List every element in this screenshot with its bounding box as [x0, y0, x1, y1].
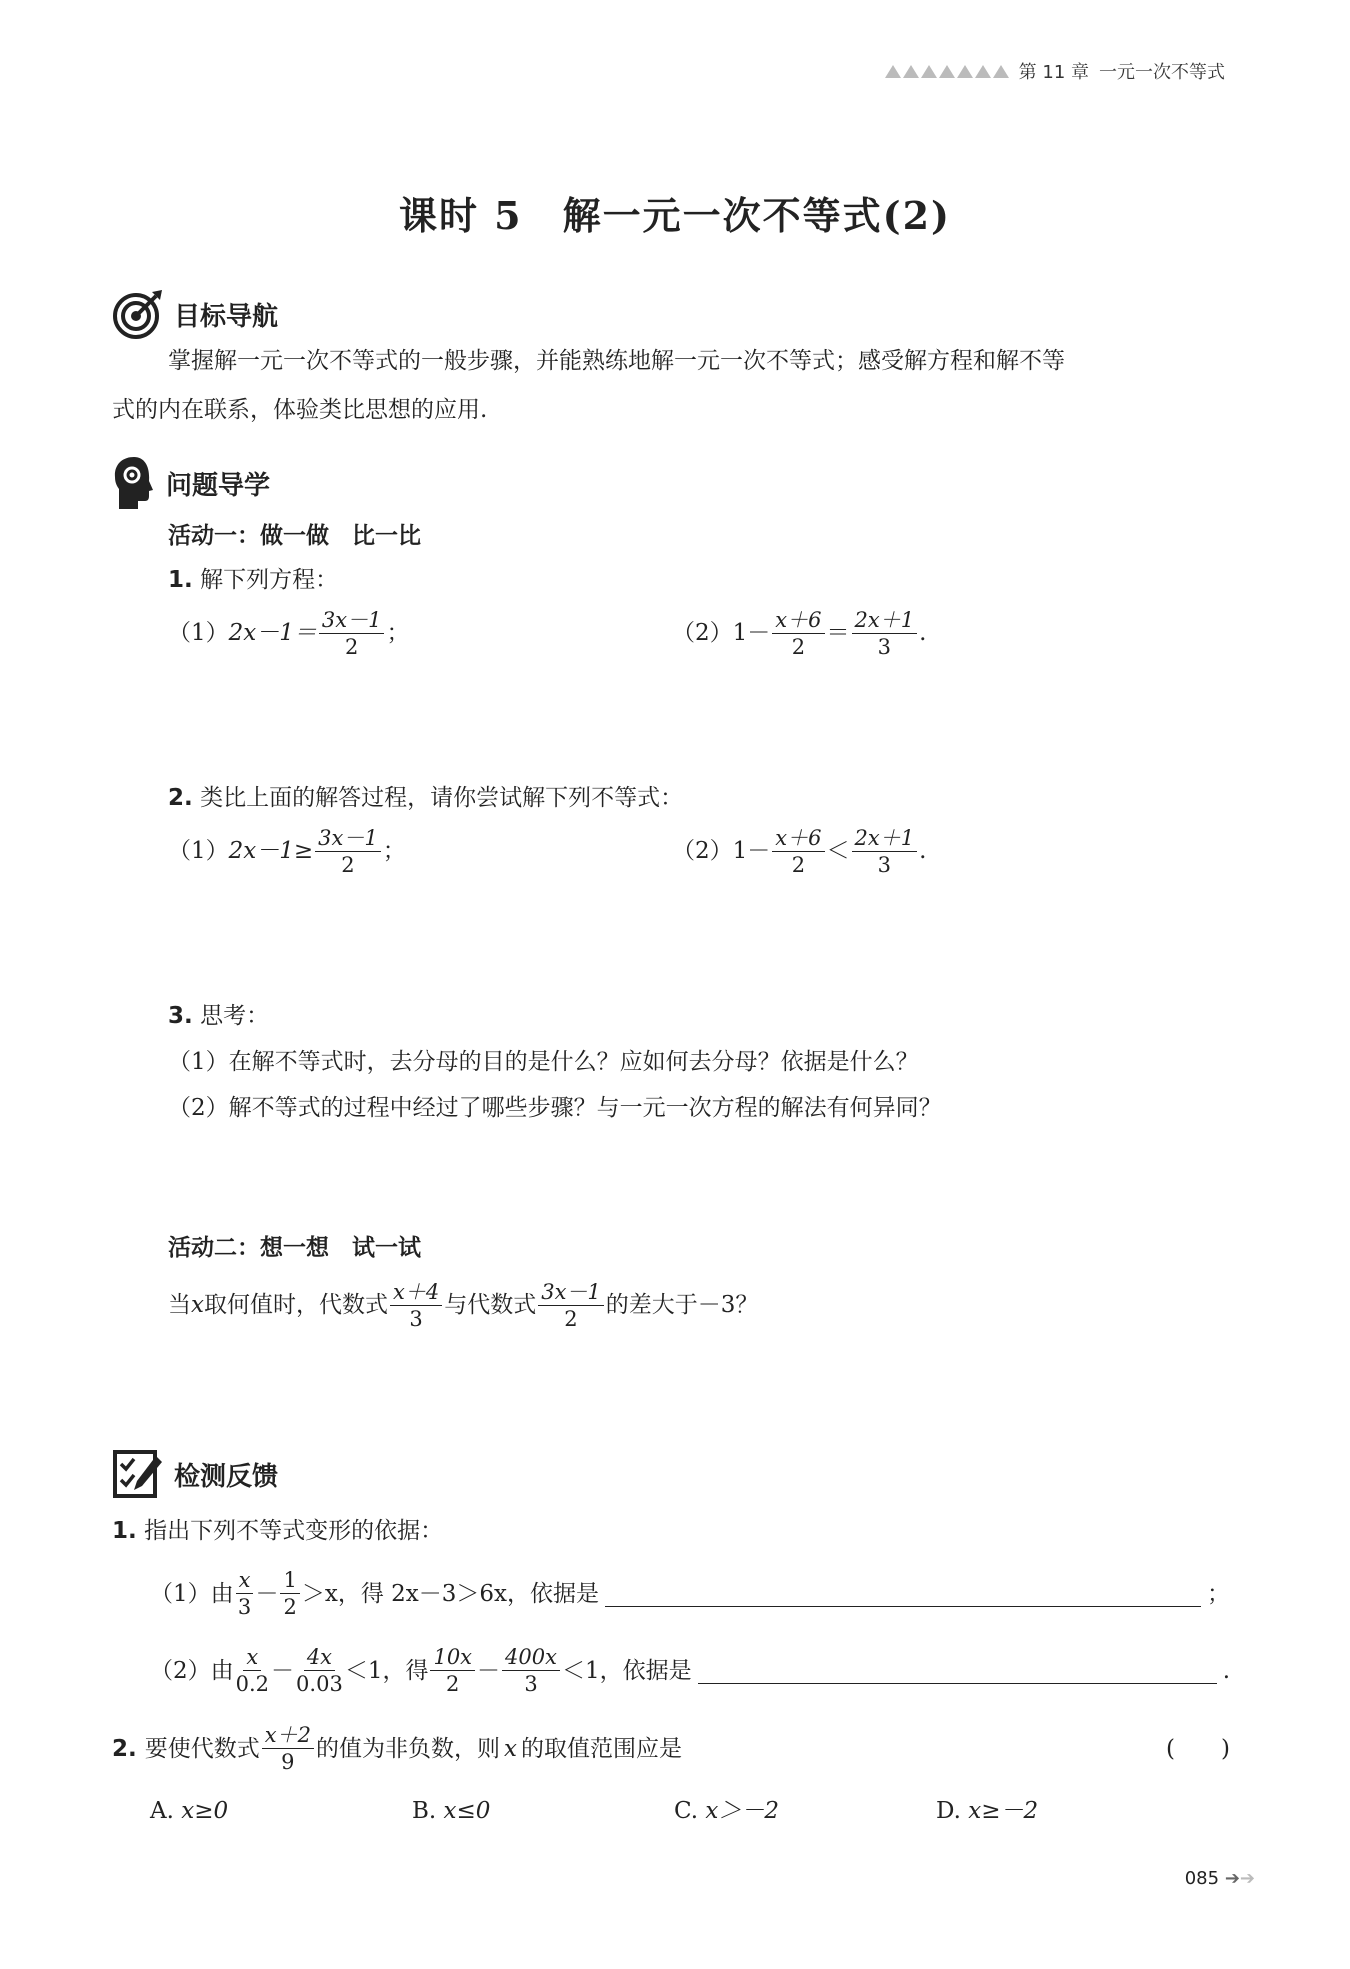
study-q2 — [168, 782, 683, 814]
option-d-label: D. — [936, 1798, 961, 1824]
a2-den2: 2 — [564, 1307, 578, 1331]
q1-2-den2: 3 — [877, 635, 891, 659]
activity2-question — [168, 1282, 758, 1330]
fq1-2-n1: x — [243, 1647, 261, 1671]
fq1-2-end: . — [1222, 1657, 1230, 1684]
fq1-1-n2: 1 — [280, 1570, 299, 1594]
fq1-2-label: （2）由 — [150, 1657, 234, 1684]
fq1-1-d2: 2 — [283, 1595, 297, 1619]
q1-2-end: . — [919, 620, 927, 646]
goal-heading: 目标导航 — [174, 301, 279, 332]
study-q2-number: 2. — [168, 785, 193, 811]
q2-1-expr: 2x－1≥ — [228, 838, 314, 864]
fq1-1-minus: － — [255, 1580, 279, 1607]
a2-fraction2 — [538, 1282, 604, 1330]
q1-1-expr: 2x－1＝ — [228, 620, 317, 646]
study-q3-part2: （2）解不等式的过程中经过了哪些步骤？与一元一次方程的解法有何异同？ — [168, 1095, 942, 1121]
feedback-heading: 检测反馈 — [174, 1461, 279, 1492]
q1-2-expr: 1－ — [732, 620, 771, 646]
page-header — [885, 58, 1225, 84]
fq2-den: 9 — [281, 1750, 295, 1774]
fq1-2-d2: 0.03 — [296, 1672, 343, 1696]
q1-2-fraction2 — [852, 610, 918, 658]
a2-text3: 与代数式 — [444, 1292, 537, 1318]
goal-text-line1: 掌握解一元一次不等式的一般步骤，并能熟练地解一元一次不等式；感受解方程和解不等 — [168, 348, 1065, 374]
goal-section-heading — [112, 288, 278, 340]
fq1-2-n3: 10x — [430, 1647, 475, 1671]
fq1-1-end: ； — [1207, 1580, 1230, 1607]
option-c-value: x＞－2 — [705, 1798, 780, 1824]
page-number-text: 085 — [1184, 1868, 1220, 1889]
feedback-q2 — [112, 1725, 1230, 1773]
fq1-2-rest: ＜1，依据是 — [561, 1657, 692, 1684]
feedback-q1-text: 指出下列不等式变形的依据： — [144, 1518, 444, 1544]
a2-text4: 的差大于－3？ — [605, 1292, 759, 1318]
fq2-text2: 的值为非负数，则 — [315, 1735, 500, 1762]
q2-2-expr: 1－ — [732, 838, 771, 864]
fq2-fraction — [262, 1725, 314, 1773]
option-c[interactable] — [674, 1795, 936, 1827]
option-d[interactable] — [936, 1795, 1136, 1827]
study-section-heading — [112, 455, 270, 511]
q1-2-den: 2 — [791, 635, 806, 659]
q2-1-fraction — [315, 828, 381, 876]
a2-text2: 取何值时，代数式 — [203, 1292, 388, 1318]
q2-1-label: （1） — [168, 838, 229, 864]
feedback-q2-options — [150, 1795, 1150, 1827]
chapter-title: 一元一次不等式 — [1099, 62, 1225, 83]
fq1-2-d4: 3 — [524, 1672, 538, 1696]
option-a[interactable] — [150, 1795, 412, 1827]
checklist-pen-icon — [112, 1448, 164, 1500]
q1-2-num2: 2x＋1 — [852, 610, 918, 634]
option-a-label: A. — [150, 1798, 174, 1824]
q2-2-num: x＋6 — [772, 828, 824, 852]
a2-text1: 当 — [168, 1292, 191, 1318]
a2-num2: 3x－1 — [538, 1282, 604, 1306]
fq1-1-d1: 3 — [237, 1595, 252, 1619]
feedback-section-heading — [112, 1448, 278, 1500]
q2-2-label: （2） — [672, 838, 733, 864]
fq1-1-n1: x — [236, 1570, 254, 1594]
feedback-q1-part2 — [150, 1647, 1230, 1695]
q1-2-mid: ＝ — [826, 620, 850, 646]
fq1-1-rest: ＞x，得 2x－3＞6x，依据是 — [301, 1580, 599, 1607]
a2-x: x — [191, 1292, 204, 1318]
header-decoration — [885, 65, 1009, 78]
fq1-2-n2: 4x — [304, 1647, 335, 1671]
study-q1-number: 1. — [168, 567, 193, 593]
activity1-heading: 活动一：做一做 比一比 — [168, 523, 421, 549]
study-q1-text: 解下列方程： — [200, 567, 339, 593]
chapter-number: 第 11 章 — [1018, 62, 1089, 83]
fq1-2-minus2: － — [477, 1657, 501, 1684]
lesson-title: 课时 5 解一元一次不等式(2) — [398, 193, 952, 238]
q2-1-den: 2 — [341, 853, 355, 877]
fq1-2-fraction4 — [502, 1647, 560, 1695]
arrow-right-icon: ➔ — [1224, 1868, 1240, 1889]
study-q1 — [168, 564, 338, 596]
fq1-2-fraction1 — [236, 1647, 269, 1695]
q2-1-end: ； — [382, 838, 406, 864]
study-q1-part2 — [672, 610, 926, 658]
option-b-value: x≤0 — [443, 1798, 491, 1824]
page-number — [1185, 1868, 1255, 1889]
fq1-2-minus: － — [271, 1657, 295, 1684]
fq2-text1: 要使代数式 — [144, 1735, 260, 1762]
a2-fraction1 — [390, 1282, 442, 1330]
feedback-q1-part1 — [150, 1570, 1230, 1618]
activity2-heading: 活动二：想一想 试一试 — [168, 1235, 421, 1261]
study-q3-number: 3. — [168, 1003, 193, 1029]
fq1-2-mid: ＜1，得 — [344, 1657, 429, 1684]
study-q3 — [168, 1000, 269, 1032]
feedback-q1 — [112, 1515, 443, 1547]
q1-1-num: 3x－1 — [319, 610, 385, 634]
feedback-q1-number: 1. — [112, 1518, 137, 1544]
arrow-right-icon-light: ➔ — [1239, 1868, 1255, 1889]
fq1-2-fraction3 — [430, 1647, 475, 1695]
brain-head-icon — [112, 455, 156, 511]
fq1-2-n4: 400x — [502, 1647, 560, 1671]
option-c-label: C. — [674, 1798, 699, 1824]
study-q1-part1 — [168, 610, 409, 658]
q1-2-label: （2） — [672, 620, 733, 646]
fq2-text3: 的取值范围应是 — [520, 1735, 682, 1762]
q2-2-den2: 3 — [877, 853, 891, 877]
a2-num1: x＋4 — [390, 1282, 442, 1306]
study-q2-part2 — [672, 828, 926, 876]
option-d-value: x≥－2 — [968, 1798, 1039, 1824]
fq1-1-fraction1 — [236, 1570, 254, 1618]
q2-2-num2: 2x＋1 — [852, 828, 918, 852]
q2-2-mid: ＜ — [826, 838, 850, 864]
q2-2-fraction2 — [852, 828, 918, 876]
study-q2-part1 — [168, 828, 406, 876]
fq1-1-answer-blank[interactable] — [605, 1582, 1201, 1607]
fq1-1-label: （1）由 — [150, 1580, 234, 1607]
fq2-num: x＋2 — [262, 1725, 314, 1749]
option-a-value: x≥0 — [181, 1798, 229, 1824]
study-q3-text: 思考： — [200, 1003, 270, 1029]
fq1-2-d1: 0.2 — [235, 1672, 270, 1696]
q1-1-label: （1） — [168, 620, 229, 646]
fq1-1-fraction2 — [280, 1570, 299, 1618]
target-icon — [112, 288, 164, 340]
fq2-answer-paren[interactable]: ( ) — [1166, 1735, 1230, 1762]
option-b-label: B. — [412, 1798, 437, 1824]
fq2-x: x — [503, 1735, 517, 1762]
fq1-2-d3: 2 — [446, 1672, 460, 1696]
q2-2-end: . — [919, 838, 927, 864]
q1-1-den: 2 — [344, 635, 359, 659]
goal-text-line2: 式的内在联系，体验类比思想的应用. — [112, 397, 488, 423]
option-b[interactable] — [412, 1795, 674, 1827]
study-q2-text: 类比上面的解答过程，请你尝试解下列不等式： — [200, 785, 684, 811]
q1-2-num: x＋6 — [772, 610, 824, 634]
q2-1-num: 3x－1 — [315, 828, 381, 852]
q2-2-fraction1 — [772, 828, 824, 876]
feedback-q2-number: 2. — [112, 1735, 137, 1762]
q2-2-den: 2 — [791, 853, 806, 877]
q1-2-fraction1 — [772, 610, 824, 658]
a2-den1: 3 — [409, 1307, 423, 1331]
study-q3-part1: （1）在解不等式时，去分母的目的是什么？应如何去分母？依据是什么？ — [168, 1049, 919, 1075]
fq1-2-fraction2 — [296, 1647, 343, 1695]
q1-1-fraction — [319, 610, 385, 658]
fq1-2-answer-blank[interactable] — [698, 1659, 1217, 1684]
q1-1-end: ； — [386, 620, 410, 646]
study-heading: 问题导学 — [166, 470, 271, 501]
